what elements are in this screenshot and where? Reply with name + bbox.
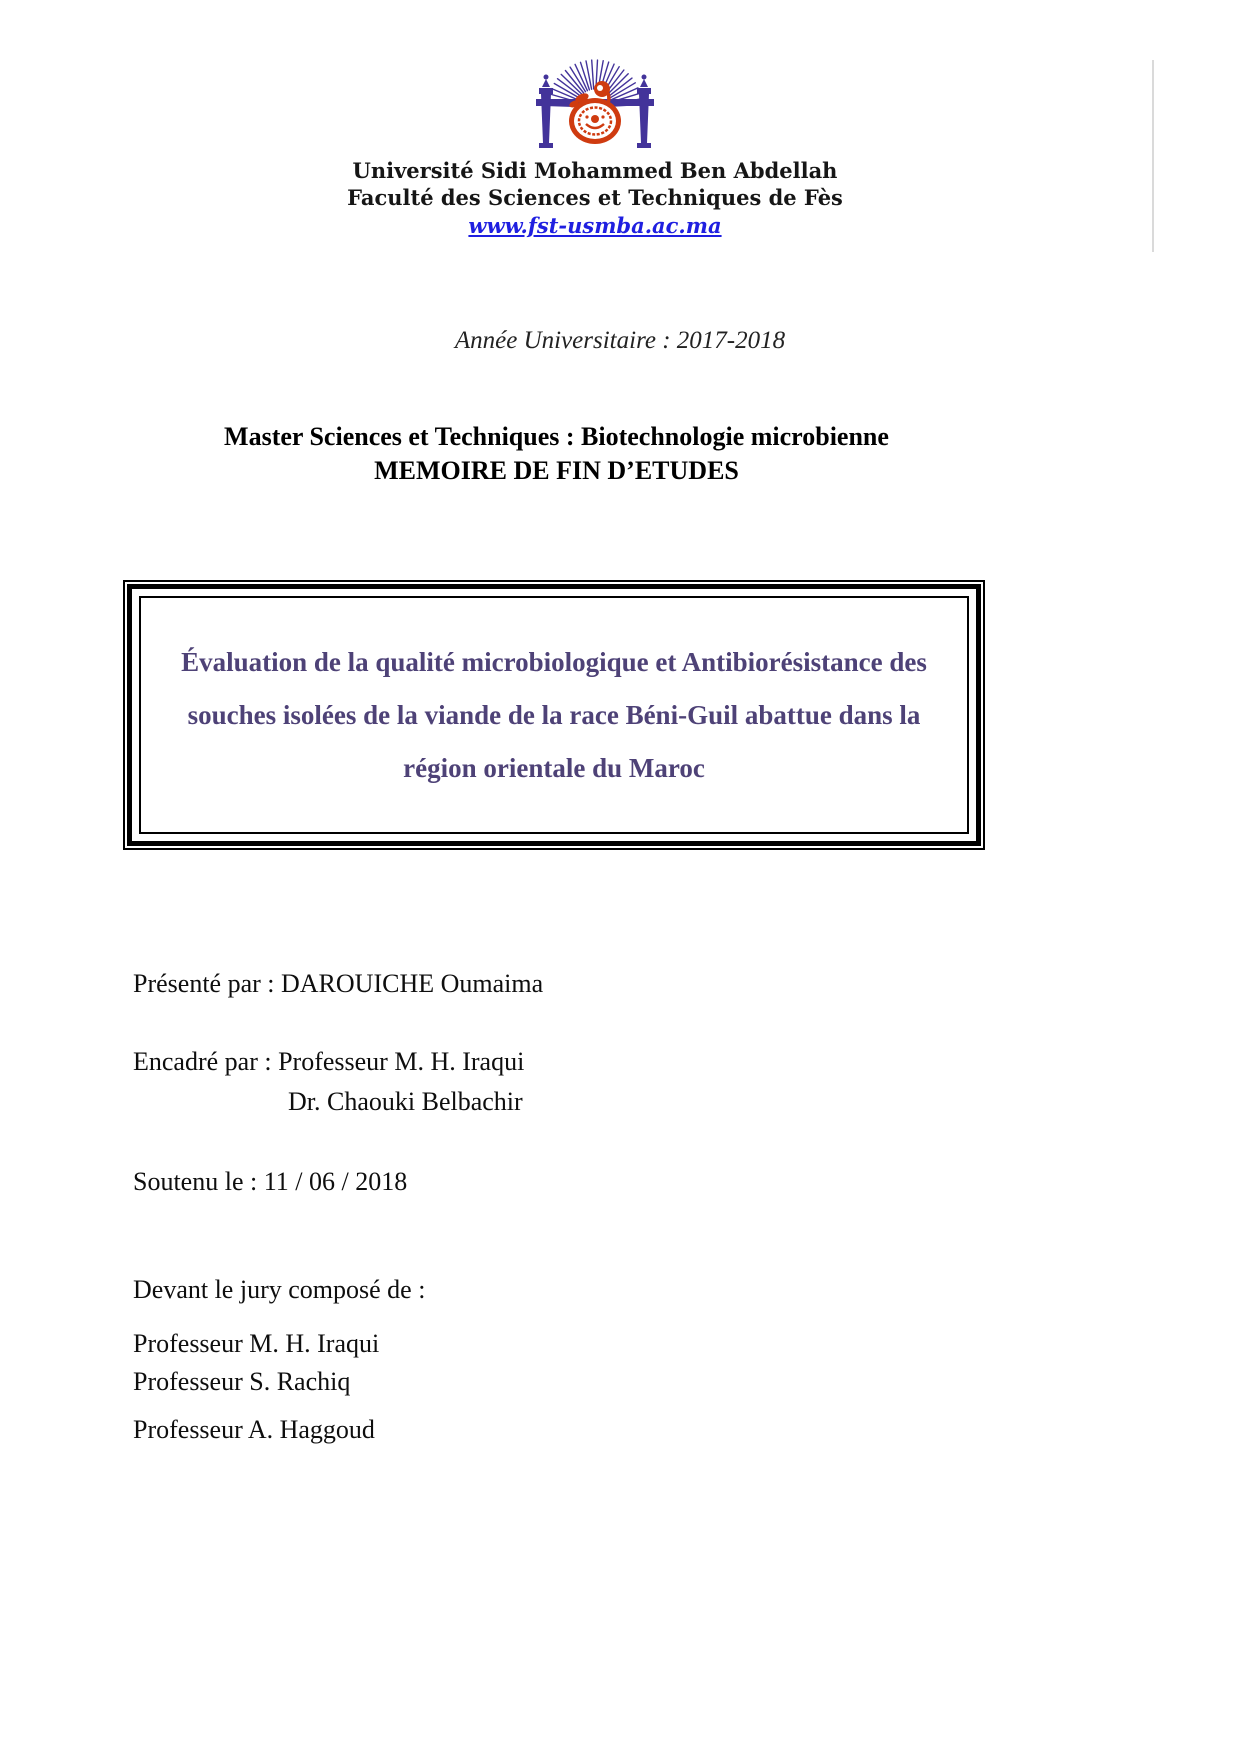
jury-member: Professeur S. Rachiq (133, 1367, 351, 1396)
co-supervisor: Dr. Chaouki Belbachir (288, 1087, 523, 1116)
program-heading (0, 420, 1113, 488)
memoir-heading-line: MEMOIRE DE FIN D’ETUDES (374, 456, 739, 485)
presented-by: Présenté par : DAROUICHE Oumaima (133, 969, 544, 998)
scan-divider-line (1152, 60, 1154, 252)
thesis-title-line-3: région orientale du Maroc (403, 752, 705, 783)
faculty-name: Faculté des Sciences et Techniques de Fès (347, 185, 843, 210)
academic-year: Année Universitaire : 2017-2018 (454, 327, 786, 354)
thesis-title-line-1: Évaluation de la qualité microbiologique et Antibiorésistance des (181, 646, 927, 677)
thesis-title-box-mid-border (127, 584, 981, 846)
thesis-title-box (123, 580, 985, 850)
university-name: Université Sidi Mohammed Ben Abdellah (352, 158, 838, 183)
defense-date: Soutenu le : 11 / 06 / 2018 (133, 1167, 408, 1196)
supervised-by: Encadré par : Professeur M. H. Iraqui (133, 1047, 525, 1076)
thesis-title-line-2: souches isolées de la viande de la race Béni-Guil abattue dans la (187, 699, 921, 730)
thesis-title-box-inner (139, 596, 969, 834)
university-header (0, 50, 1190, 238)
jury-member: Professeur A. Haggoud (133, 1415, 375, 1444)
jury-member: Professeur M. H. Iraqui (133, 1329, 380, 1358)
website-link[interactable]: www.fst-usmba.ac.ma (468, 213, 722, 238)
master-program-line: Master Sciences et Techniques : Biotechnologie microbienne (224, 422, 889, 451)
university-logo (520, 50, 670, 152)
usmba-emblem-icon (520, 50, 670, 152)
jury-heading: Devant le jury composé de : (133, 1275, 426, 1304)
